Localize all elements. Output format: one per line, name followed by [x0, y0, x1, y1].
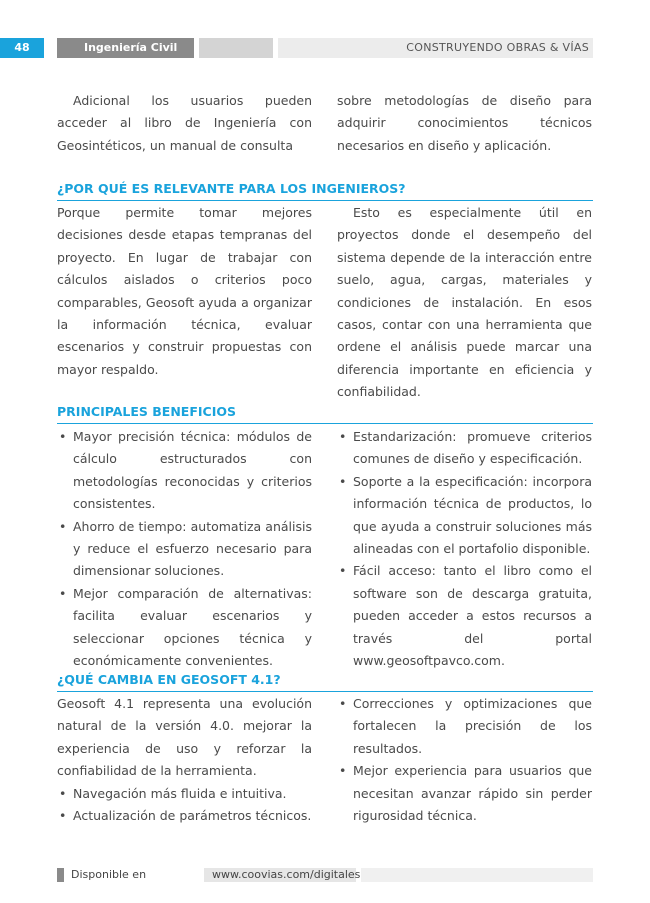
- relevance-left-column: [57, 202, 312, 381]
- benefits-left-column: [57, 426, 312, 672]
- page-number: 48: [0, 38, 44, 58]
- relevance-right-column: [337, 202, 592, 404]
- list-item: • Mejor comparación de alternativas: facilita evaluar escenarios y seleccionar opciones técnica y económicamente convenientes.: [57, 583, 312, 673]
- list-item: • Actualización de parámetros técnicos.: [57, 805, 312, 827]
- list-item: • Soporte a la especificación: incorpora información técnica de productos, lo que ayuda a construir soluciones más alineadas con el portafolio disponible.: [337, 471, 592, 561]
- benefits-right-column: [337, 426, 592, 672]
- list-item: • Correcciones y optimizaciones que fortalecen la precisión de los resultados.: [337, 693, 592, 760]
- list-item: • Mayor precisión técnica: módulos de cálculo estructurados con metodologías reconocidas y criterios consistentes.: [57, 426, 312, 516]
- list-item: • Navegación más fluida e intuitiva.: [57, 783, 312, 805]
- benefits-right-list: [337, 426, 592, 672]
- section-heading-relevance: ¿POR QUÉ ES RELEVANTE PARA LOS INGENIEROS?: [57, 180, 593, 201]
- benefits-left-list: [57, 426, 312, 672]
- relevance-left-text: Porque permite tomar mejores decisiones desde etapas tempranas del proyecto. En lugar de trabajar con cálculos aislados o criterios poco comparables, Geosoft ayuda a organizar la información técnica, evaluar escenarios y construir propuestas con mayor respaldo.: [57, 205, 312, 377]
- footer-url-link[interactable]: www.coovias.com/digitales: [204, 868, 356, 882]
- page-footer: [57, 868, 593, 882]
- footer-marker: [57, 868, 64, 882]
- changes-left-text: Geosoft 4.1 representa una evolución natural de la versión 4.0. mejorar la experiencia de uso y reforzar la confiabilidad de la herramienta.: [57, 696, 312, 779]
- section-heading-benefits: PRINCIPALES BENEFICIOS: [57, 403, 593, 424]
- publication-title: CONSTRUYENDO OBRAS & VÍAS: [278, 38, 593, 58]
- intro-left-column: [57, 90, 312, 157]
- list-item: • Ahorro de tiempo: automatiza análisis y reduce el esfuerzo necesario para dimensionar soluciones.: [57, 516, 312, 583]
- list-item: • Estandarización: promueve criterios comunes de diseño y especificación.: [337, 426, 592, 471]
- intro-left-text: Adicional los usuarios pueden acceder al libro de Ingeniería con Geosintéticos, un manual de consulta: [57, 93, 312, 153]
- section-label: Ingeniería Civil: [57, 38, 194, 58]
- section-heading-changes: ¿QUÉ CAMBIA EN GEOSOFT 4.1?: [57, 671, 593, 692]
- changes-left-list: [57, 783, 312, 828]
- changes-right-list: [337, 693, 592, 827]
- intro-right-column: [337, 90, 592, 157]
- footer-label: Disponible en: [71, 868, 147, 881]
- header-spacer-block: [199, 38, 273, 58]
- changes-left-column: [57, 693, 312, 827]
- footer-bar: [361, 868, 593, 882]
- relevance-right-text: Esto es especialmente útil en proyectos donde el desempeño del sistema depende de la interacción entre suelo, agua, cargas, materiales y condiciones de instalación. En esos casos, contar con una herramienta que ordene el análisis puede marcar una diferencia importante en eficiencia y confiabilidad.: [337, 205, 592, 400]
- list-item: • Mejor experiencia para usuarios que necesitan avanzar rápido sin perder rigurosidad técnica.: [337, 760, 592, 827]
- page-header: [0, 38, 650, 58]
- changes-right-column: [337, 693, 592, 827]
- intro-right-text: sobre metodologías de diseño para adquirir conocimientos técnicos necesarios en diseño y aplicación.: [337, 93, 592, 153]
- list-item: • Fácil acceso: tanto el libro como el software son de descarga gratuita, pueden acceder a estos recursos a través del portal www.geosoftpavco.com.: [337, 560, 592, 672]
